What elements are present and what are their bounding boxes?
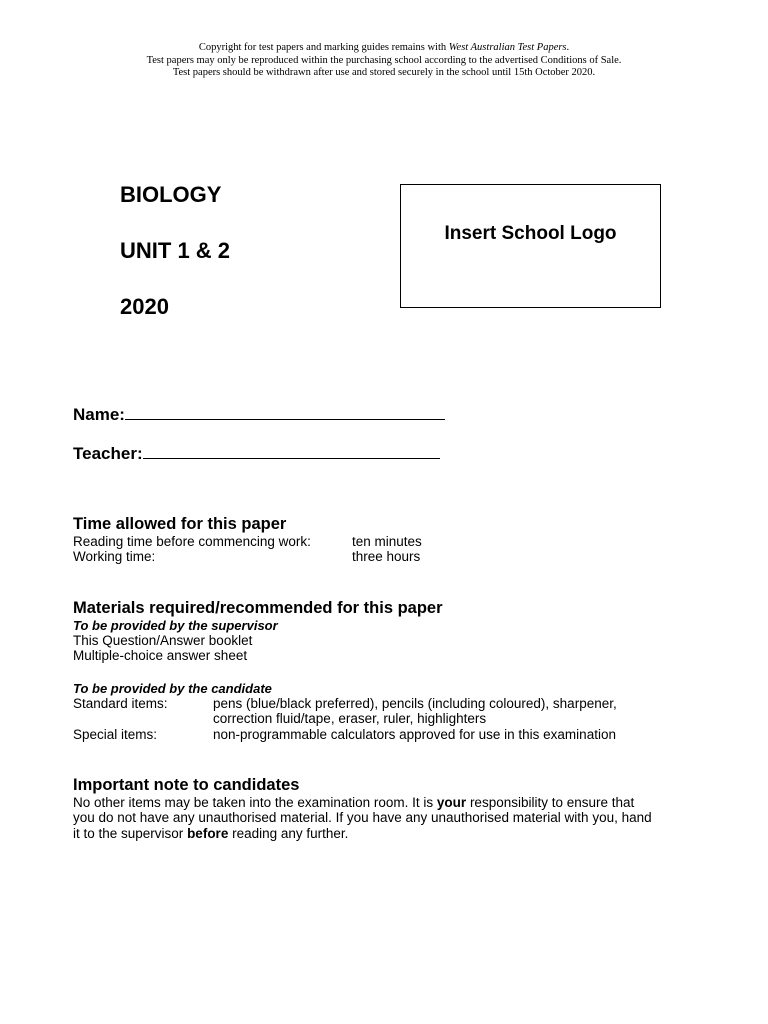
special-items-value: non-programmable calculators approved for use in this examination: [213, 727, 616, 742]
note-emphasis-your: your: [436, 795, 467, 810]
copyright-line-1: Copyright for test papers and marking guides remains with West Australian Test Papers.: [198, 42, 570, 53]
standard-items-line-1: pens (blue/black preferred), pencils (including coloured), sharpener,: [213, 696, 617, 711]
copyright-line-2: Test papers may only be reproduced within the purchasing school according to the advertised Conditions of Sale.: [146, 54, 622, 66]
special-items-label: Special items:: [73, 727, 158, 742]
teacher-blank-line: [143, 444, 440, 459]
teacher-label: Teacher:: [73, 444, 143, 463]
school-logo-placeholder: [400, 184, 661, 308]
name-field: [73, 405, 445, 425]
note-line-1: No other items may be taken into the examination room. It is your responsibility to ensure that: [73, 795, 635, 810]
candidate-subheading: To be provided by the candidate: [73, 681, 272, 696]
teacher-field: [73, 444, 440, 464]
supervisor-subheading: To be provided by the supervisor: [73, 618, 278, 633]
copyright-line-3: Test papers should be withdrawn after use and stored securely in the school until 15th October 2020.: [172, 67, 596, 78]
unit-title: UNIT 1 & 2: [120, 238, 231, 263]
reading-time-value: ten minutes: [352, 534, 422, 549]
year-title: 2020: [120, 294, 169, 319]
supervisor-item-answer-sheet: Multiple-choice answer sheet: [73, 648, 248, 663]
publisher-name: West Australian Test Papers: [448, 42, 567, 53]
note-emphasis-before: before: [187, 826, 229, 841]
copyright-notice: [0, 42, 768, 80]
logo-placeholder-text: Insert School Logo: [444, 223, 617, 244]
note-line-3: it to the supervisor before reading any further.: [73, 826, 349, 841]
reading-time-label: Reading time before commencing work:: [73, 534, 311, 549]
time-heading: Time allowed for this paper: [73, 515, 287, 533]
name-blank-line: [125, 405, 445, 420]
subject-title: BIOLOGY: [120, 182, 222, 207]
working-time-label: Working time:: [73, 549, 156, 564]
supervisor-item-booklet: This Question/Answer booklet: [73, 633, 253, 648]
standard-items-line-2: correction fluid/tape, eraser, ruler, highlighters: [213, 711, 487, 726]
important-note-heading: Important note to candidates: [73, 776, 300, 794]
standard-items-label: Standard items:: [73, 696, 168, 711]
note-line-2: you do not have any unauthorised material. If you have any unauthorised material with you, hand: [73, 810, 652, 825]
working-time-value: three hours: [352, 549, 421, 564]
name-label: Name:: [73, 405, 125, 424]
materials-heading: Materials required/recommended for this paper: [73, 599, 443, 617]
